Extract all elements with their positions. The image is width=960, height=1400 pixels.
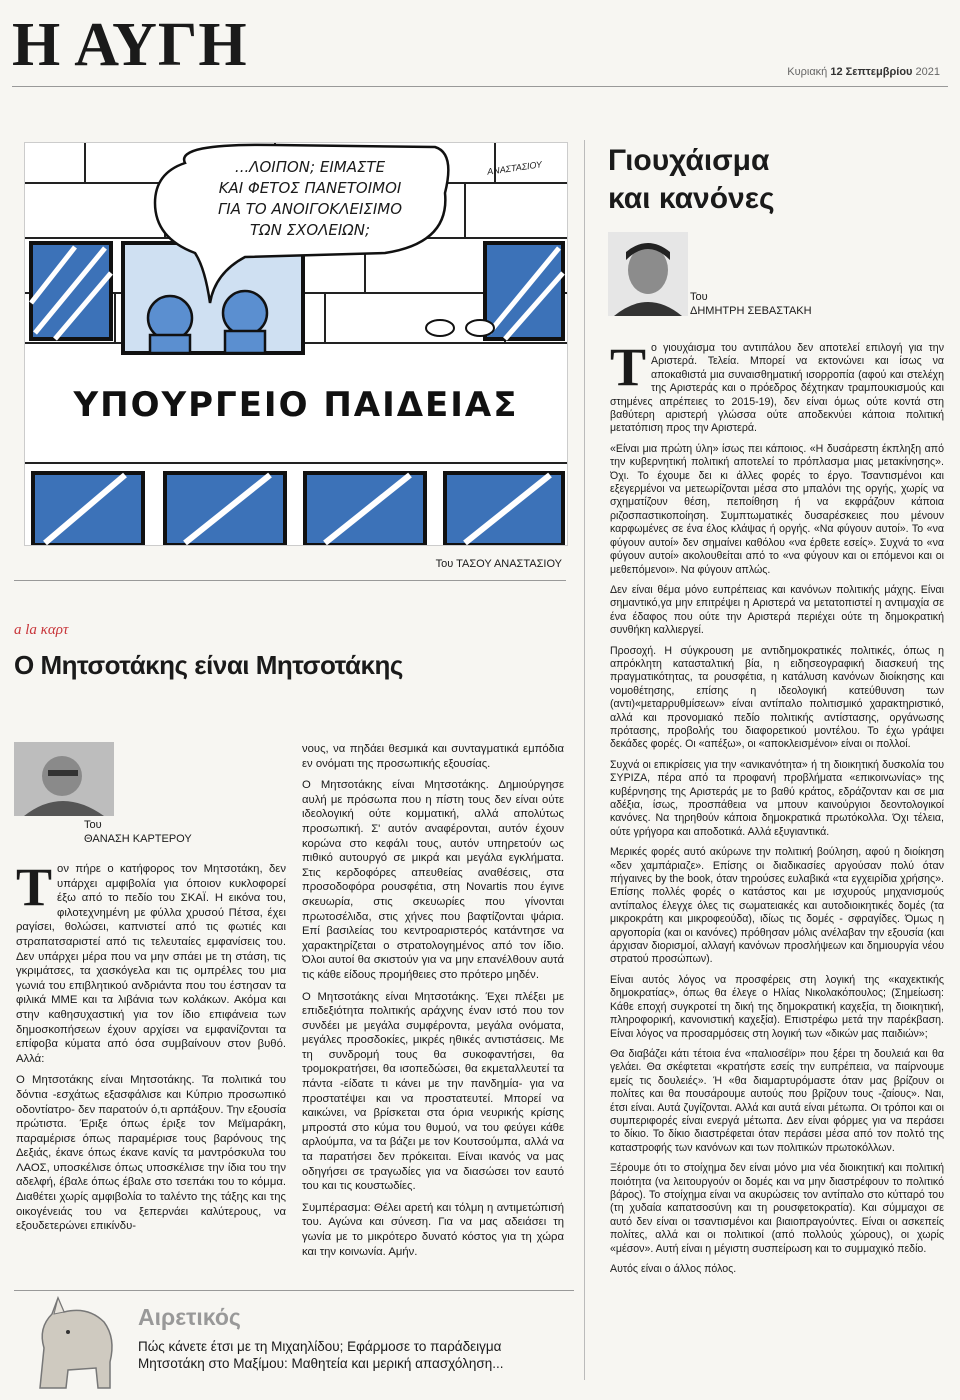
paragraph: Ο Μητσοτάκης είναι Μητσοτάκης. Έχει πλέξει με επιδεξιότητα πολιτικής αράχνης έναν ιστό που τον συνδέει με μεγάλα συμφέροντα, μεγάλα ονόματα, μεγάλες προσδοκίες, μικρές ηθικές αντιστάσεις. Με τη συνδρομή τους θα συκοφαντήσει, θα τρομοκρατήσει, θα ισοπεδώσει, θα εκμεταλλευτεί τα πάντα -είδατε τι κάνει με την πανδημία- για να προστατέψει και να προστατευτεί. Μπορεί να καικώνει, να βρίσκεται στα όρια νευρικής κρίσης μπροστά στο κύμα του θυμού, να του φεύγει κάθε αρλούμπα, να τα βάζει με τον Κουτσούμπα, αλλά να τα παρατήσει δεν πρόκειται. Είναι ικανός να μας οδηγήσει σε τραγωδίες για να διασώσει τον εαυτό του και τις κουστωδίες. bbox=[302, 990, 564, 1193]
paragraph: Ξέρουμε ότι το στοίχημα δεν είναι μόνο μια νέα διοικητική και πολιτική ποιότητα (να λειτουργούν οι δομές και να μην διαστρέφουν το πολιτικό βάρος). Το στοίχημα είναι να ακυρώσεις τον αντίπαλο στο κύτταρό του (τη χυδαία καπατσοσύνη και τη ρουσφετοκρατία). Και σύμμαχοι σε αυτό δεν είναι οι τσαντισμένοι και βιαιοπραγούντες. Είναι οι ασκεπείς πολίτες, αλλά και οι πολιτικοί (από πολλούς χώρους), οι χωρίς «μέσον». Αυτή είναι η μέγιστη συσπείρωση και το συμμαχικό πεδίο. bbox=[610, 1162, 944, 1255]
editorial-cartoon bbox=[24, 142, 568, 546]
footer-text bbox=[138, 1338, 518, 1372]
paragraph: Ο Μητσοτάκης είναι Μητσοτάκης. Δημιούργησε αυλή με πρόσωπα που η πίστη τους δεν είναι ούτε ιδεολογική ούτε κομματική, αλλά απολύτως προσωπική. Σ' αυτόν αναφέρονται, αυτόν έχουν κορώνα στο κεφάλι τους, αυτόν υπηρετούν ως πιθικό αυτουργό σε μικρά και μεγάλα εγκλήματα. Στις κερδοφόρες απευθείας αναθέσεις, στα προσοδοφόρα ρουσφέτια, στη Novartis που έγινε σκευωρία, στις σκευωρίες που γίνονται πρωτοσέλιδα, στις χήνες που βαφτίζονται ψάρια. Επί βασιλείας του κεντροαριστερός κατάντησε να χαρακτηρίζεται ο στρατολογημένος από τον ίδιο. Όλοι αυτοί θα σκιστούν για να μην επανέλθουν αυτά τις κάθε είδους προμήθειες στο πρότερο μηδέν. bbox=[302, 779, 564, 981]
left-article-col2 bbox=[302, 742, 564, 1288]
cartoon-credit bbox=[400, 558, 562, 570]
date-year: 2021 bbox=[915, 66, 940, 78]
paragraph: νους, να πηδάει θεσμικά και συνταγματικά εμπόδια εν ονόματι της προσωπικής εξουσίας. bbox=[302, 743, 564, 770]
cartoonist-signature: ΑΝΑΣΤΑΣΙΟΥ bbox=[486, 159, 543, 177]
masthead: Η ΑΥΓΗ bbox=[12, 11, 248, 79]
paragraph: Ο Μητσοτάκης είναι Μητσοτάκης. Τα πολιτικά του δόντια -εσχάτως εξασφάλισε και Κύπριο προσωπικό οδοντίατρο- δεν παρατούν ό,τι αρπάξουν. Την εξουσία πρώτιστα. Έριξε όπως έριξε τον Μεϊμαράκη, παραμέρισε όπως παραμέρισε τους βαρόνους της Δεξιάς, έκανε όπως έκανε κανίς τα μαντρόσκυλα του ΛΑΟΣ, υποσκέλισε όπως υποσκέλισε την ίδια του την αδελφή, έβαλε όπως έβαλε στο τσεπάκι του το κόμμα. Διαθέτει χωρίς αμφιβολία το ταλέντο της τάξης και της οικογένειάς του να ξεπερνάει καλύτερους, να εξουδετερώνει επικίνδυ- bbox=[16, 1074, 286, 1233]
byline-prefix: Του bbox=[84, 819, 102, 831]
speech-line: ΓΙΑ ΤΟ ΑΝΟΙΓΟΚΛΕΙΣΙΜΟ bbox=[217, 200, 403, 218]
title-line: και κανόνες bbox=[608, 182, 775, 215]
title-line: Γιουχάισμα bbox=[608, 144, 770, 177]
credit-prefix: Του bbox=[435, 558, 454, 570]
paragraph: Συχνά οι επικρίσεις για την «ανικανότητα» ή τη διοικητική δυσκολία του ΣΥΡΙΖΑ, πέρα από τα προφανή προβλήματα «επικοινωνίας» της κυβέρνησης της Αριστεράς με το βαθύ κράτος, εδράζονταν και σε μια αδέξια, ίσως, προσπάθεια να μπουν καινούργιοι δεοντολογικοί κανόνες. Να τηρηθούν κάποια δημοκρατικά πρωτόκολλα. Όχι τέλεια, ούτε γρήγορα και αποδοτικά. Αλλά εξυγιαντικά. bbox=[610, 758, 944, 838]
footer-line: Πώς κάνετε έτσι με τη Μιχαηλίδου; Εφάρμοσε το παράδειγμα bbox=[138, 1339, 502, 1354]
left-byline bbox=[84, 818, 192, 846]
dateline bbox=[787, 66, 940, 78]
dropcap: Τ bbox=[610, 342, 647, 397]
right-article-title bbox=[608, 142, 908, 218]
speech-line: ΚΑΙ ΦΕΤΟΣ ΠΑΝΕΤΟΙΜΟΙ bbox=[218, 179, 402, 197]
speech-line: ΤΩΝ ΣΧΟΛΕΙΩΝ; bbox=[249, 221, 371, 239]
section-divider bbox=[14, 580, 566, 581]
author-photo-karteros bbox=[14, 742, 114, 816]
paragraph: ο γιουχάισμα του αντιπάλου δεν αποτελεί επιλογή για την Αριστερά. Τελεία. Μπορεί να εκτονώνει και ίσως να αποκαθιστά μια συναισθηματική ισορροπία (αφού και στελέχη της Αριστεράς και ο πρόεδρος δέχτηκαν τραμπουκισμούς και στημένες απρέπειες το 2015-19), δεν είναι όμως ούτε κοντά στη βαθύτερη αριστερή γλώσσα ούτε αποδεκνύει κάποια πολιτική μετατόπιση προς την Αριστερά. bbox=[610, 342, 944, 435]
left-article-col1 bbox=[16, 862, 286, 1280]
left-article-title: Ο Μητσοτάκης είναι Μητσοτάκης bbox=[14, 650, 403, 680]
paragraph: Είναι αυτός λόγος να προσφέρεις στη λογική της «καχεκτικής δημοκρατίας», όπως θα έλεγε ο Ηλίας Νικολακόπουλος; (Σημείωση: Κάθε εποχή συγκροτεί τη δική της δημοκρατική καχεξία, τη διοικητική, πληροφορική, κανονιστική καχεξία). Επιστρέφω μετά την παρέκβαση. Είναι λόγος να προσαρμόσεις στη λογική των «δικών μας παιδιών»; bbox=[610, 973, 944, 1040]
portrait-icon bbox=[14, 742, 114, 816]
right-byline bbox=[690, 290, 812, 318]
credit-name: ΤΑΣΟΥ ΑΝΑΣΤΑΣΙΟΥ bbox=[456, 558, 562, 570]
footer-line: Μητσοτάκη στο Μαξίμου: Μαθητεία και μερική απασχόληση... bbox=[138, 1356, 504, 1371]
rhino-illustration bbox=[18, 1288, 128, 1394]
byline-prefix: Του bbox=[690, 291, 708, 303]
speech-bubble-text bbox=[175, 157, 445, 241]
author-photo-sevastakis bbox=[608, 232, 688, 316]
footer-title: Αιρετικός bbox=[138, 1304, 241, 1330]
speech-line: ...ΛΟΙΠΟΝ; ΕΙΜΑΣΤΕ bbox=[234, 158, 386, 176]
column-kicker: a la καρτ bbox=[14, 622, 69, 638]
date-main: 12 Σεπτεμβρίου bbox=[830, 66, 913, 78]
dropcap: Τ bbox=[16, 862, 53, 917]
date-day: Κυριακή bbox=[787, 66, 828, 78]
paragraph: ον πήρε ο κατήφορος τον Μητσοτάκη, δεν υπάρχει αμφιβολία για όποιον κυκλοφορεί έξω από το πεδίο του ΣΚΑΪ. Η εικόνα του, φιλοτεχνημένη με φύλλα χρυσού Πέτσα, έχει ραγίσει, θολώσει, καπνιστεί από τις φωτιές και στραπατσαριστεί από τις τελευταίες εμφανίσεις του. Δεν υπάρχει μέρα που να μην σπάει με τη στάση, τις γκριμάτσες, τα χασκόγελα και τις ομπρέλες του μια γωνιά του επιβλητικού ανδριάντα που του έστησαν τα φιλικά ΜΜΕ και τα λιβάνια των κολάκων. Ακόμα και στην καθησυχαστική για τον ίδιο επιφάνεια των δημοσκοπήσεων έχουν αρχίσει να εμφανίζονται τα επίφοβα κύματα από όσα συμβαίνουν στον βυθό. Αλλά: bbox=[16, 863, 286, 1065]
paragraph: Θα διαβάζει κάτι τέτοια ένα «παλιοσέϊρι» που ξέρει τη δουλειά και θα γελάει. Θα σκέφτεται «κρατήστε εσείς την ευπρέπεια, να παίρνουμε εμείς τις δουλειές». Ή «θα διαμαρτυρόμαστε όταν μας βρίζουν οι πολίτες και θα πουσάρουμε αυτούς που βρίζουν τους -ζαίους». Ναι, έτσι είναι. Αυτά ζυγίζονται. Αλλά και αυτά είναι μέτωπα. Οι τρόποι και οι συμπεριφορές είναι ενεργά μέτωπα. Δεν είναι φόρμες για να περάσει το δίκιο. Το δίκιο διαστρέφεται όταν περάσει μέσα από τον πολτό της καταστροφής των κανόνων και των πολιτικών πρωτοκόλλων. bbox=[610, 1047, 944, 1154]
byline-name: ΔΗΜΗΤΡΗ ΣΕΒΑΣΤΑΚΗ bbox=[690, 305, 812, 317]
rhino-icon bbox=[18, 1288, 128, 1394]
column-divider bbox=[584, 140, 585, 1380]
masthead-rule bbox=[12, 86, 948, 87]
building-sign: ΥΠΟΥΡΓΕΙΟ ΠΑΙΔΕΙΑΣ bbox=[73, 385, 519, 425]
paragraph: «Είναι μια πρώτη ύλη» ίσως πει κάποιος. «Η δυσάρεστη έκπληξη από την κυβερνητική πολιτική αποτελεί το πρόπλασμα μιας μετακίνησης». Όχι. Το έχουμε δει κι άλλες φορές το έργο. Τσαντισμένοι και εξεγερμένοι να μετεωρίζονται μέσα στο μπαλόνι της οργής, χωρίς να σχηματίζουν θέση, πεποίθηση ή να εκφράζουν κάποια ριζοσπαστικοποίηση. Συμπτωματικές δυσαρέσκειες που μένουν καρφωμένες σε ένα έλος κλάψας ή οργής. «Να φύγουν αυτοί». Το «να φύγουν αυτοί» δεν σημαίνει καθόλου «να έρθετε εσείς». Συχνά το «να φύγουν αυτοί» ακολουθείται από το «να φύγουν και οι επόμενοι και οι μεθεπόμενοι». Να φύγουν απλώς. bbox=[610, 442, 944, 576]
byline-name: ΘΑΝΑΣΗ ΚΑΡΤΕΡΟΥ bbox=[84, 833, 192, 845]
paragraph: Δεν είναι θέμα μόνο ευπρέπειας και κανόνων πολιτικής μάχης. Είναι σημαντικό,γα μην επιτρέψει η Αριστερά να μετατοπιστεί η αντιμαχία σε ένα έδαφος που ούτε την Αριστερά περιέχει ούτε τη δημοκρατική συνθήκη καλλιεργεί. bbox=[610, 583, 944, 637]
paragraph: Συμπέρασμα: Θέλει αρετή και τόλμη η αντιμετώπισή του. Αγώνα και σύνεση. Για να μας αδειάσει τη γωνία με το μικρότερο δυνατό κόστος για τη χώρα και την κοινωνία. Αμήν. bbox=[302, 1201, 564, 1258]
paragraph: Αυτός είναι ο άλλος πόλος. bbox=[610, 1263, 737, 1275]
right-article-body bbox=[610, 342, 944, 1374]
paragraph: Προσοχή. Η σύγκρουση με αντιδημοκρατικές πολιτικές, όπως η απρόκλητη κατασταλτική βία, η ειδησεογραφική διασκευή της πραγματικότητας, τα ρουσφέτια, η κατάλυση κανόνων διοίκησης και νομοθέτησης, επίσης η ιδεολογική κατεύθυνση των (αντι)«μεταρρυθμίσεων» είναι αντίπαλο πολιτισμικό χαρακτηριστικό, αλλά και προνομιακό πεδίο πολιτικής αντίστασης, οργάνωσης πρότασης, προβολής του διαφορετικού μοντέλου. Το έχω γράψει δεκάδες φορές. Οι «απέξω», οι «αποκλεισμένοι» είναι οι πολλοί. bbox=[610, 644, 944, 751]
paragraph: Μερικές φορές αυτό ακύρωνε την πολιτική βούληση, αφού η διοίκηση «δεν χαμπάριαζε». Επίσης οι διαδικασίες αργούσαν πολύ όταν πήγαινες by the book, όταν τηρούσες ευλαβικά «τα εγχειρίδια χρήσης». Επίσης πολλές φορές ο κατάστος και με ισχυρούς μηχανισμούς αντίπαλος έλεγχε όλες τις σωματειακές και αυτοδιοικητικές δομές (τα μικροκράτη και μικροφεούδα), ιδίως τις δομές - σφραγίδες. Όμως η αργοπορία (και οι κανόνες) πρόθησαν μόλις ανέλαβαν την εξουσία (και άρχισαν διορισμοί, αλλαγή κανόνων προσλήψεων και δημιουργία νέου στρατού προσώπων). bbox=[610, 846, 944, 966]
portrait-icon bbox=[608, 232, 688, 316]
